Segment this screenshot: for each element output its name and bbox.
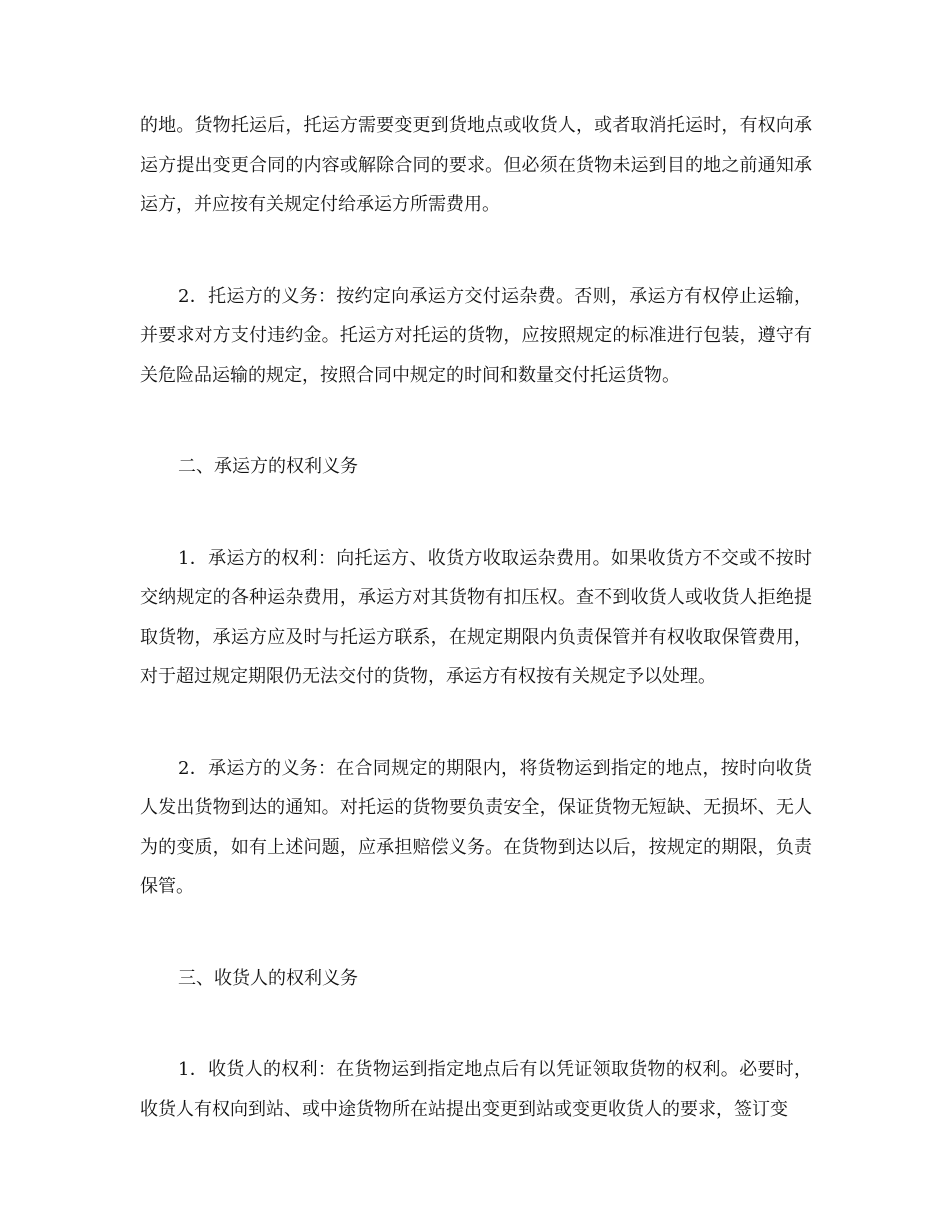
paragraph-gap — [140, 395, 812, 447]
paragraph-gap — [140, 998, 812, 1050]
paragraph-carrier-rights: 1．承运方的权利：向托运方、收货方收取运杂费用。如果收货方不交或不按时交纳规定的各种运杂费用，承运方对其货物有扣压权。查不到收货人或收货人拒绝提取货物，承运方应及时与托运方联系，在规定期限内负责保管并有权收取保管费用，对于超过规定期限仍无法交付的货物，承运方有权按有关规定予以处理。 — [140, 547, 812, 687]
paragraph-continuation: 的地。货物托运后，托运方需要变更到货地点或收货人，或者取消托运时，有权向承运方提出变更合同的内容或解除合同的要求。但必须在货物未运到目的地之前通知承运方，并应按有关规定付给承运方所需费用。 — [140, 115, 812, 215]
section-heading-consignee: 三、收货人的权利义务 — [178, 967, 358, 989]
paragraph-gap — [140, 487, 812, 539]
document-body — [140, 106, 812, 1129]
paragraph-gap — [140, 697, 812, 749]
section-heading-carrier: 二、承运方的权利义务 — [178, 456, 358, 477]
paragraph-carrier-obligations: 2．承运方的义务：在合同规定的期限内，将货物运到指定的地点，按时向收货人发出货物到达的通知。对托运的货物要负责安全，保证货物无短缺、无损坏、无人为的变质，如有上述问题，应承担赔偿义务。在货物到达以后，按规定的期限，负责保管。 — [140, 757, 812, 897]
paragraph-gap — [140, 225, 812, 277]
paragraph-shipper-obligations: 2．托运方的义务：按约定向承运方交付运杂费。否则，承运方有权停止运输，并要求对方支付违约金。托运方对托运的货物，应按照规定的标准进行包装，遵守有关危险品运输的规定，按照合同中规定的时间和数量交付托运货物。 — [140, 285, 812, 386]
paragraph-gap — [140, 907, 812, 959]
paragraph-consignee-rights: 1．收货人的权利：在货物运到指定地点后有以凭证领取货物的权利。必要时，收货人有权向到站、或中途货物所在站提出变更到站或变更收货人的要求，签订变 — [140, 1059, 812, 1120]
